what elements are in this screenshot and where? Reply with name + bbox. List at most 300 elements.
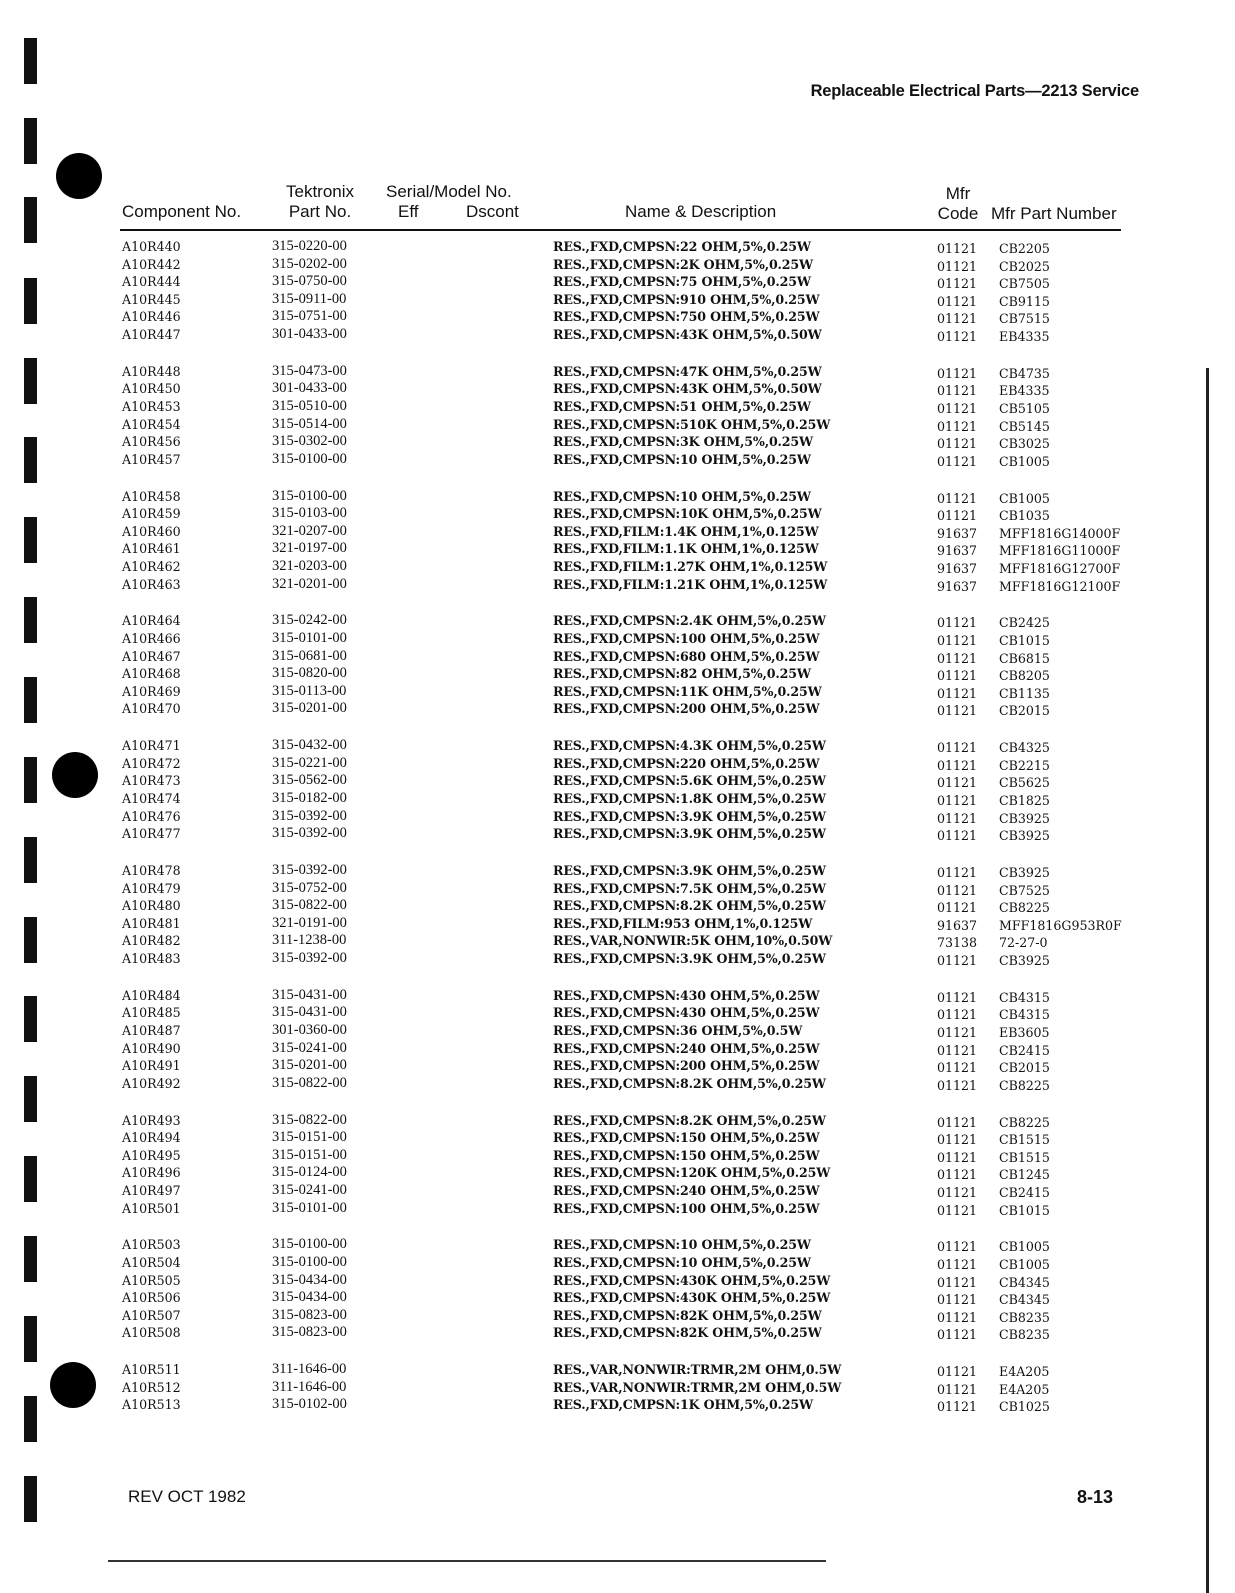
part-description: RES.,FXD,CMPSN:36 OHM,5%,0.5W	[553, 1022, 803, 1038]
component-no: A10R495	[122, 1147, 181, 1163]
mfr-part-number: E4A205	[999, 1381, 1050, 1397]
component-no: A10R485	[122, 1005, 181, 1021]
parts-group	[0, 238, 1235, 360]
component-no: A10R440	[122, 239, 181, 254]
mfr-part-number: CB1135	[999, 685, 1050, 701]
mfr-part-number: CB1245	[999, 1167, 1050, 1183]
mfr-part-number: CB1005	[999, 1256, 1050, 1272]
column-header-line: Code	[937, 204, 979, 223]
component-no: A10R446	[122, 309, 181, 325]
mfr-code: 01121	[937, 365, 978, 381]
parts-group	[0, 862, 1235, 984]
mfr-part-number: CB8235	[999, 1327, 1050, 1343]
tektronix-part-no: 315-0562-00	[272, 772, 347, 789]
mfr-part-number: MFF1816G11000F	[999, 543, 1121, 559]
part-description: RES.,FXD,CMPSN:10 OHM,5%,0.25W	[553, 451, 811, 467]
mfr-code: 01121	[937, 1239, 978, 1255]
tektronix-part-no: 315-0101-00	[272, 1199, 347, 1216]
part-description: RES.,VAR,NONWIR:5K OHM,10%,0.50W	[553, 933, 833, 949]
mfr-code: 01121	[937, 1077, 978, 1093]
table-row	[0, 505, 1235, 523]
tektronix-part-no: 321-0207-00	[272, 522, 347, 539]
mfr-code: 01121	[937, 241, 978, 256]
revision-date: REV OCT 1982	[128, 1487, 246, 1506]
part-description: RES.,FXD,CMPSN:4.3K OHM,5%,0.25W	[553, 738, 826, 754]
part-description: RES.,FXD,CMPSN:82 OHM,5%,0.25W	[553, 666, 811, 682]
mfr-part-number: 72-27-0	[999, 935, 1048, 951]
parts-group	[0, 737, 1235, 859]
component-no: A10R462	[122, 558, 181, 574]
table-row	[0, 238, 1235, 256]
component-no: A10R507	[122, 1307, 181, 1323]
tektronix-part-no: 315-0823-00	[272, 1306, 347, 1323]
table-row	[0, 433, 1235, 451]
mfr-part-number: EB4335	[999, 328, 1050, 344]
mfr-part-number: EB4335	[999, 383, 1050, 399]
component-no: A10R469	[122, 683, 181, 699]
mfr-code: 01121	[937, 311, 978, 327]
mfr-code: 91637	[937, 543, 978, 559]
tektronix-part-no: 315-0823-00	[272, 1324, 347, 1341]
mfr-part-number: CB2415	[999, 1184, 1050, 1200]
tektronix-part-no: 301-0433-00	[272, 380, 347, 397]
mfr-part-number: CB8235	[999, 1309, 1050, 1325]
tektronix-part-no: 315-0911-00	[272, 290, 347, 307]
mfr-part-number: CB2415	[999, 1042, 1050, 1058]
component-no: A10R492	[122, 1075, 181, 1091]
part-description: RES.,VAR,NONWIR:TRMR,2M OHM,0.5W	[553, 1362, 842, 1378]
component-no: A10R513	[122, 1397, 181, 1413]
mfr-code: 01121	[937, 1292, 978, 1308]
tektronix-part-no: 321-0197-00	[272, 540, 347, 557]
component-no: A10R501	[122, 1200, 181, 1216]
part-description: RES.,FXD,CMPSN:8.2K OHM,5%,0.25W	[553, 1112, 826, 1128]
tektronix-part-no: 315-0392-00	[272, 825, 347, 842]
part-description: RES.,FXD,CMPSN:10 OHM,5%,0.25W	[553, 488, 811, 504]
mfr-code: 01121	[937, 1256, 978, 1272]
tektronix-part-no: 315-0182-00	[272, 789, 347, 806]
scan-bottom-line	[108, 1560, 826, 1562]
table-row	[0, 665, 1235, 683]
mfr-part-number: CB4325	[999, 740, 1050, 756]
mfr-code: 01121	[937, 328, 978, 344]
binder-edge-mark	[24, 197, 37, 243]
part-description: RES.,FXD,CMPSN:120K OHM,5%,0.25W	[553, 1165, 831, 1181]
part-description: RES.,FXD,CMPSN:10 OHM,5%,0.25W	[553, 1237, 811, 1253]
component-no: A10R482	[122, 933, 181, 949]
mfr-part-number: CB4315	[999, 989, 1050, 1005]
table-row	[0, 326, 1235, 344]
tektronix-part-no: 315-0100-00	[272, 450, 347, 467]
component-no: A10R468	[122, 666, 181, 682]
tektronix-part-no: 311-1646-00	[272, 1361, 347, 1378]
part-description: RES.,FXD,CMPSN:430 OHM,5%,0.25W	[553, 987, 820, 1003]
component-no: A10R453	[122, 398, 181, 414]
parts-group	[0, 1112, 1235, 1234]
mfr-part-number: CB5145	[999, 418, 1050, 434]
table-row	[0, 630, 1235, 648]
part-description: RES.,FXD,CMPSN:910 OHM,5%,0.25W	[553, 291, 820, 307]
component-no: A10R461	[122, 541, 181, 557]
column-header-component-no: Component No.	[122, 202, 242, 221]
part-description: RES.,FXD,CMPSN:510K OHM,5%,0.25W	[553, 416, 831, 432]
mfr-code: 01121	[937, 792, 978, 808]
tektronix-part-no: 315-0514-00	[272, 415, 347, 432]
component-no: A10R464	[122, 613, 181, 629]
part-description: RES.,FXD,CMPSN:82K OHM,5%,0.25W	[553, 1325, 822, 1341]
part-description: RES.,FXD,CMPSN:11K OHM,5%,0.25W	[553, 683, 822, 699]
parts-group	[0, 1236, 1235, 1358]
part-description: RES.,FXD,CMPSN:150 OHM,5%,0.25W	[553, 1147, 820, 1163]
parts-list	[0, 238, 1235, 1483]
tektronix-part-no: 315-0100-00	[272, 1236, 347, 1253]
mfr-part-number: MFF1816G953R0F	[999, 917, 1122, 933]
tektronix-part-no: 315-0434-00	[272, 1289, 347, 1306]
part-description: RES.,FXD,CMPSN:8.2K OHM,5%,0.25W	[553, 1075, 826, 1091]
punch-hole	[56, 153, 102, 199]
part-description: RES.,FXD,CMPSN:3.9K OHM,5%,0.25W	[553, 862, 826, 878]
mfr-part-number: CB2015	[999, 1060, 1050, 1076]
table-row	[0, 1022, 1235, 1040]
mfr-part-number: CB5625	[999, 775, 1050, 791]
tektronix-part-no: 315-0100-00	[272, 1253, 347, 1270]
table-row	[0, 256, 1235, 274]
part-description: RES.,FXD,CMPSN:100 OHM,5%,0.25W	[553, 1200, 820, 1216]
table-row	[0, 862, 1235, 880]
mfr-part-number: CB7525	[999, 882, 1050, 898]
table-row	[0, 1200, 1235, 1218]
component-no: A10R466	[122, 630, 181, 646]
mfr-part-number: CB1515	[999, 1149, 1050, 1165]
mfr-part-number: CB3925	[999, 952, 1050, 968]
mfr-code: 91637	[937, 525, 978, 541]
component-no: A10R445	[122, 291, 181, 307]
component-no: A10R483	[122, 950, 181, 966]
part-description: RES.,FXD,FILM:1.4K OHM,1%,0.125W	[553, 523, 819, 539]
table-row	[0, 772, 1235, 790]
part-description: RES.,FXD,FILM:1.27K OHM,1%,0.125W	[553, 558, 828, 574]
tektronix-part-no: 315-0151-00	[272, 1146, 347, 1163]
tektronix-part-no: 321-0203-00	[272, 557, 347, 574]
component-no: A10R471	[122, 738, 181, 754]
tektronix-part-no: 315-0392-00	[272, 861, 347, 878]
mfr-code: 01121	[937, 276, 978, 292]
mfr-part-number: CB2205	[999, 241, 1050, 256]
part-description: RES.,FXD,CMPSN:430K OHM,5%,0.25W	[553, 1290, 831, 1306]
tektronix-part-no: 315-0432-00	[272, 737, 347, 754]
part-description: RES.,FXD,CMPSN:75 OHM,5%,0.25W	[553, 274, 811, 290]
tektronix-part-no: 315-0100-00	[272, 487, 347, 504]
mfr-part-number: CB3925	[999, 828, 1050, 844]
part-description: RES.,FXD,CMPSN:750 OHM,5%,0.25W	[553, 309, 820, 325]
column-header-name-description: Name & Description	[625, 202, 777, 221]
mfr-part-number: MFF1816G14000F	[999, 525, 1121, 541]
component-no: A10R484	[122, 987, 181, 1003]
part-description: RES.,FXD,CMPSN:240 OHM,5%,0.25W	[553, 1182, 820, 1198]
part-description: RES.,FXD,CMPSN:240 OHM,5%,0.25W	[553, 1040, 820, 1056]
component-no: A10R463	[122, 576, 181, 592]
component-no: A10R491	[122, 1058, 181, 1074]
tektronix-part-no: 315-0242-00	[272, 612, 347, 629]
parts-group	[0, 488, 1235, 610]
table-row	[0, 380, 1235, 398]
part-description: RES.,FXD,CMPSN:200 OHM,5%,0.25W	[553, 1058, 820, 1074]
mfr-code: 73138	[937, 935, 978, 951]
mfr-part-number: CB1015	[999, 1202, 1050, 1218]
tektronix-part-no: 321-0201-00	[272, 575, 347, 592]
table-row	[0, 540, 1235, 558]
tektronix-part-no: 315-0751-00	[272, 308, 347, 325]
tektronix-part-no: 315-0820-00	[272, 665, 347, 682]
mfr-code: 01121	[937, 400, 978, 416]
tektronix-part-no: 315-0392-00	[272, 949, 347, 966]
part-description: RES.,FXD,CMPSN:220 OHM,5%,0.25W	[553, 755, 820, 771]
table-row	[0, 612, 1235, 630]
tektronix-part-no: 315-0681-00	[272, 647, 347, 664]
tektronix-part-no: 315-0434-00	[272, 1271, 347, 1288]
part-description: RES.,FXD,CMPSN:22 OHM,5%,0.25W	[553, 239, 811, 254]
mfr-code: 01121	[937, 1167, 978, 1183]
component-no: A10R480	[122, 898, 181, 914]
table-row	[0, 1289, 1235, 1307]
mfr-part-number: CB1825	[999, 792, 1050, 808]
mfr-code: 01121	[937, 1202, 978, 1218]
part-description: RES.,FXD,CMPSN:3.9K OHM,5%,0.25W	[553, 808, 826, 824]
mfr-code: 01121	[937, 864, 978, 880]
component-no: A10R496	[122, 1165, 181, 1181]
mfr-code: 01121	[937, 1042, 978, 1058]
table-row	[0, 755, 1235, 773]
table-row	[0, 416, 1235, 434]
component-no: A10R477	[122, 826, 181, 842]
mfr-part-number: CB1005	[999, 490, 1050, 506]
table-row	[0, 1254, 1235, 1272]
table-row	[0, 1361, 1235, 1379]
table-row	[0, 700, 1235, 718]
tektronix-part-no: 315-0102-00	[272, 1396, 347, 1413]
mfr-code: 01121	[937, 615, 978, 631]
page-number: 8-13	[1076, 1487, 1113, 1507]
part-description: RES.,FXD,CMPSN:3.9K OHM,5%,0.25W	[553, 826, 826, 842]
component-no: A10R505	[122, 1272, 181, 1288]
tektronix-part-no: 315-0473-00	[272, 362, 347, 379]
binder-edge-mark	[24, 38, 37, 84]
column-header-mfr-part-number: Mfr Part Number	[991, 204, 1117, 223]
mfr-code: 01121	[937, 436, 978, 452]
table-row	[0, 1004, 1235, 1022]
part-description: RES.,FXD,CMPSN:430 OHM,5%,0.25W	[553, 1005, 820, 1021]
mfr-code: 01121	[937, 293, 978, 309]
part-description: RES.,FXD,CMPSN:430K OHM,5%,0.25W	[553, 1272, 831, 1288]
tektronix-part-no: 315-0124-00	[272, 1164, 347, 1181]
table-row	[0, 932, 1235, 950]
mfr-part-number: CB3025	[999, 436, 1050, 452]
mfr-code: 01121	[937, 383, 978, 399]
tektronix-part-no: 315-0750-00	[272, 273, 347, 290]
part-description: RES.,FXD,CMPSN:10K OHM,5%,0.25W	[553, 506, 822, 522]
table-row	[0, 790, 1235, 808]
table-row	[0, 488, 1235, 506]
mfr-code: 01121	[937, 740, 978, 756]
table-row	[0, 451, 1235, 469]
column-header-eff: Eff	[398, 202, 419, 221]
mfr-part-number: CB7515	[999, 311, 1050, 327]
tektronix-part-no: 311-1646-00	[272, 1378, 347, 1395]
component-no: A10R474	[122, 790, 181, 806]
header-rule	[120, 229, 1121, 231]
table-row	[0, 273, 1235, 291]
part-description: RES.,FXD,CMPSN:5.6K OHM,5%,0.25W	[553, 773, 826, 789]
tektronix-part-no: 315-0201-00	[272, 1057, 347, 1074]
part-description: RES.,FXD,FILM:953 OHM,1%,0.125W	[553, 915, 813, 931]
column-header-line: Mfr	[945, 184, 971, 203]
mfr-part-number: CB5105	[999, 400, 1050, 416]
table-row	[0, 648, 1235, 666]
component-no: A10R447	[122, 326, 181, 342]
table-row	[0, 1075, 1235, 1093]
mfr-code: 01121	[937, 828, 978, 844]
table-row	[0, 1164, 1235, 1182]
mfr-code: 01121	[937, 258, 978, 274]
part-description: RES.,FXD,CMPSN:10 OHM,5%,0.25W	[553, 1254, 811, 1270]
table-row	[0, 558, 1235, 576]
mfr-code: 01121	[937, 1327, 978, 1343]
table-row	[0, 897, 1235, 915]
mfr-code: 91637	[937, 578, 978, 594]
component-no: A10R448	[122, 363, 181, 379]
column-header-dscont: Dscont	[466, 202, 519, 221]
component-no: A10R457	[122, 451, 181, 467]
table-row	[0, 1182, 1235, 1200]
running-header: Replaceable Electrical Parts—2213 Service	[810, 82, 1139, 100]
table-row	[0, 825, 1235, 843]
part-description: RES.,FXD,CMPSN:51 OHM,5%,0.25W	[553, 398, 811, 414]
mfr-part-number: CB3925	[999, 864, 1050, 880]
mfr-part-number: CB1015	[999, 632, 1050, 648]
tektronix-part-no: 315-0113-00	[272, 682, 347, 699]
mfr-code: 01121	[937, 685, 978, 701]
mfr-part-number: CB7505	[999, 276, 1050, 292]
mfr-code: 01121	[937, 1274, 978, 1290]
mfr-part-number: E4A205	[999, 1364, 1050, 1380]
table-row	[0, 1057, 1235, 1075]
component-no: A10R460	[122, 523, 181, 539]
mfr-part-number: CB1515	[999, 1132, 1050, 1148]
mfr-code: 01121	[937, 418, 978, 434]
part-description: RES.,FXD,CMPSN:150 OHM,5%,0.25W	[553, 1130, 820, 1146]
part-description: RES.,FXD,CMPSN:43K OHM,5%,0.50W	[553, 326, 822, 342]
mfr-code: 01121	[937, 989, 978, 1005]
table-row	[0, 808, 1235, 826]
mfr-code: 91637	[937, 917, 978, 933]
mfr-code: 01121	[937, 1114, 978, 1130]
table-row	[0, 1379, 1235, 1397]
mfr-part-number: CB1005	[999, 453, 1050, 469]
mfr-code: 01121	[937, 1007, 978, 1023]
mfr-part-number: CB1035	[999, 508, 1050, 524]
component-no: A10R490	[122, 1040, 181, 1056]
part-description: RES.,FXD,CMPSN:100 OHM,5%,0.25W	[553, 630, 820, 646]
component-no: A10R503	[122, 1237, 181, 1253]
part-description: RES.,FXD,CMPSN:8.2K OHM,5%,0.25W	[553, 898, 826, 914]
table-row	[0, 1112, 1235, 1130]
mfr-code: 01121	[937, 810, 978, 826]
mfr-part-number: EB3605	[999, 1024, 1050, 1040]
column-header-line: Part No.	[288, 202, 352, 221]
component-no: A10R487	[122, 1022, 181, 1038]
component-no: A10R456	[122, 434, 181, 450]
mfr-code: 01121	[937, 1132, 978, 1148]
mfr-part-number: CB6815	[999, 650, 1050, 666]
table-row	[0, 398, 1235, 416]
table-row	[0, 683, 1235, 701]
table-row	[0, 523, 1235, 541]
mfr-code: 01121	[937, 490, 978, 506]
tektronix-part-no: 315-0151-00	[272, 1129, 347, 1146]
tektronix-part-no: 315-0220-00	[272, 238, 347, 254]
tektronix-part-no: 301-0360-00	[272, 1021, 347, 1038]
part-description: RES.,FXD,CMPSN:2.4K OHM,5%,0.25W	[553, 613, 826, 629]
mfr-code: 01121	[937, 1024, 978, 1040]
part-description: RES.,FXD,CMPSN:1.8K OHM,5%,0.25W	[553, 790, 826, 806]
tektronix-part-no: 315-0103-00	[272, 505, 347, 522]
mfr-code: 01121	[937, 632, 978, 648]
mfr-code: 01121	[937, 775, 978, 791]
column-header-line: Tektronix	[285, 182, 355, 201]
table-row	[0, 291, 1235, 309]
mfr-part-number: MFF1816G12700F	[999, 560, 1121, 576]
table-row	[0, 308, 1235, 326]
mfr-code: 01121	[937, 1399, 978, 1415]
component-no: A10R508	[122, 1325, 181, 1341]
component-no: A10R458	[122, 488, 181, 504]
part-description: RES.,FXD,CMPSN:3.9K OHM,5%,0.25W	[553, 950, 826, 966]
component-no: A10R473	[122, 773, 181, 789]
column-header-mfr-code	[935, 184, 981, 224]
part-description: RES.,FXD,CMPSN:47K OHM,5%,0.25W	[553, 363, 822, 379]
tektronix-part-no: 301-0433-00	[272, 325, 347, 342]
tektronix-part-no: 315-0302-00	[272, 433, 347, 450]
mfr-code: 01121	[937, 453, 978, 469]
table-row	[0, 363, 1235, 381]
component-no: A10R497	[122, 1182, 181, 1198]
parts-group	[0, 1361, 1235, 1483]
mfr-part-number: CB1025	[999, 1399, 1050, 1415]
table-row	[0, 1040, 1235, 1058]
parts-group	[0, 363, 1235, 485]
part-description: RES.,FXD,CMPSN:7.5K OHM,5%,0.25W	[553, 880, 826, 896]
mfr-code: 01121	[937, 757, 978, 773]
mfr-part-number: CB1005	[999, 1239, 1050, 1255]
tektronix-part-no: 315-0392-00	[272, 807, 347, 824]
component-no: A10R511	[122, 1362, 181, 1378]
tektronix-part-no: 315-0822-00	[272, 1074, 347, 1091]
component-no: A10R467	[122, 648, 181, 664]
component-no: A10R494	[122, 1130, 181, 1146]
mfr-code: 01121	[937, 1184, 978, 1200]
tektronix-part-no: 315-0822-00	[272, 1111, 347, 1128]
part-description: RES.,FXD,FILM:1.21K OHM,1%,0.125W	[553, 576, 828, 592]
tektronix-part-no: 315-0241-00	[272, 1181, 347, 1198]
table-row	[0, 737, 1235, 755]
mfr-part-number: CB4735	[999, 365, 1050, 381]
mfr-part-number: CB8225	[999, 1114, 1050, 1130]
mfr-code: 01121	[937, 952, 978, 968]
table-row	[0, 1307, 1235, 1325]
component-no: A10R459	[122, 506, 181, 522]
tektronix-part-no: 315-0241-00	[272, 1039, 347, 1056]
component-no: A10R476	[122, 808, 181, 824]
